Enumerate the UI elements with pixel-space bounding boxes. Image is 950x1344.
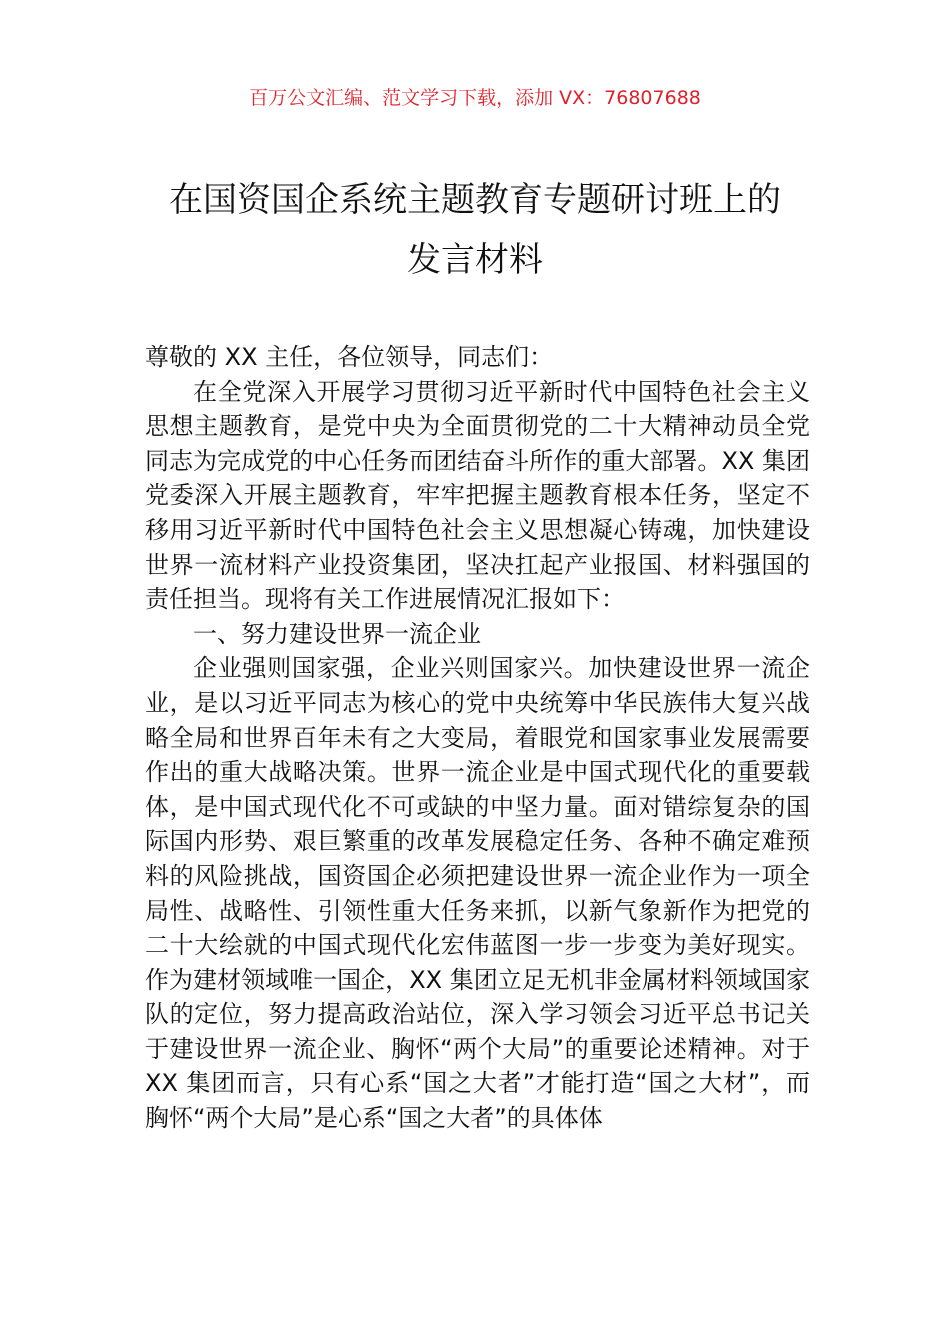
salutation: 尊敬的 XX 主任，各位领导，同志们： xyxy=(145,343,554,371)
title-line-2: 发言材料 xyxy=(407,240,543,280)
section-heading-1: 一、努力建设世界一流企业 xyxy=(193,619,481,648)
document-title xyxy=(80,170,870,290)
paragraph-intro: 在全党深入开展学习贯彻习近平新时代中国特色社会主义思想主题教育，是党中央为全面贯彻党的二十大精神动员全党同志为完成党的中心任务而团结奋斗所作的重大部署。XX 集团党委深入开展主题教育，牢牢把握主题教育根本任务，坚定不移用习近平新时代中国特色社会主义思想凝心铸魂，加快建设世界一流材料产业投资集团，坚决扛起产业报国、材料强国的责任担当。现将有关工作进展情况汇报如下： xyxy=(145,377,810,614)
title-line-1: 在国资国企系统主题教育专题研讨班上的 xyxy=(169,180,781,220)
document-body xyxy=(145,340,810,1136)
header-banner: 百万公文汇编、范文学习下载，添加 VX：76807688 xyxy=(249,87,701,109)
paragraph-section-1: 企业强则国家强，企业兴则国家兴。加快建设世界一流企业，是以习近平同志为核心的党中央统筹中华民族伟大复兴战略全局和世界百年未有之大变局，着眼党和国家事业发展需要作出的重大战略决策。世界一流企业是中国式现代化的重要载体，是中国式现代化不可或缺的中坚力量。面对错综复杂的国际国内形势、艰巨繁重的改革发展稳定任务、各种不确定难预料的风险挑战，国资国企必须把建设世界一流企业作为一项全局性、战略性、引领性重大任务来抓，以新气象新作为把党的二十大绘就的中国式现代化宏伟蓝图一步一步变为美好现实。作为建材领域唯一国企，XX 集团立足无机非金属材料领域国家队的定位，努力提高政治站位，深入学习领会习近平总书记关于建设世界一流企业、胸怀“两个大局”的重要论述精神。对于 XX 集团而言，只有心系“国之大者”才能打造“国之大材”，而胸怀“两个大局”是心系“国之大者”的具体体 xyxy=(145,654,810,1133)
